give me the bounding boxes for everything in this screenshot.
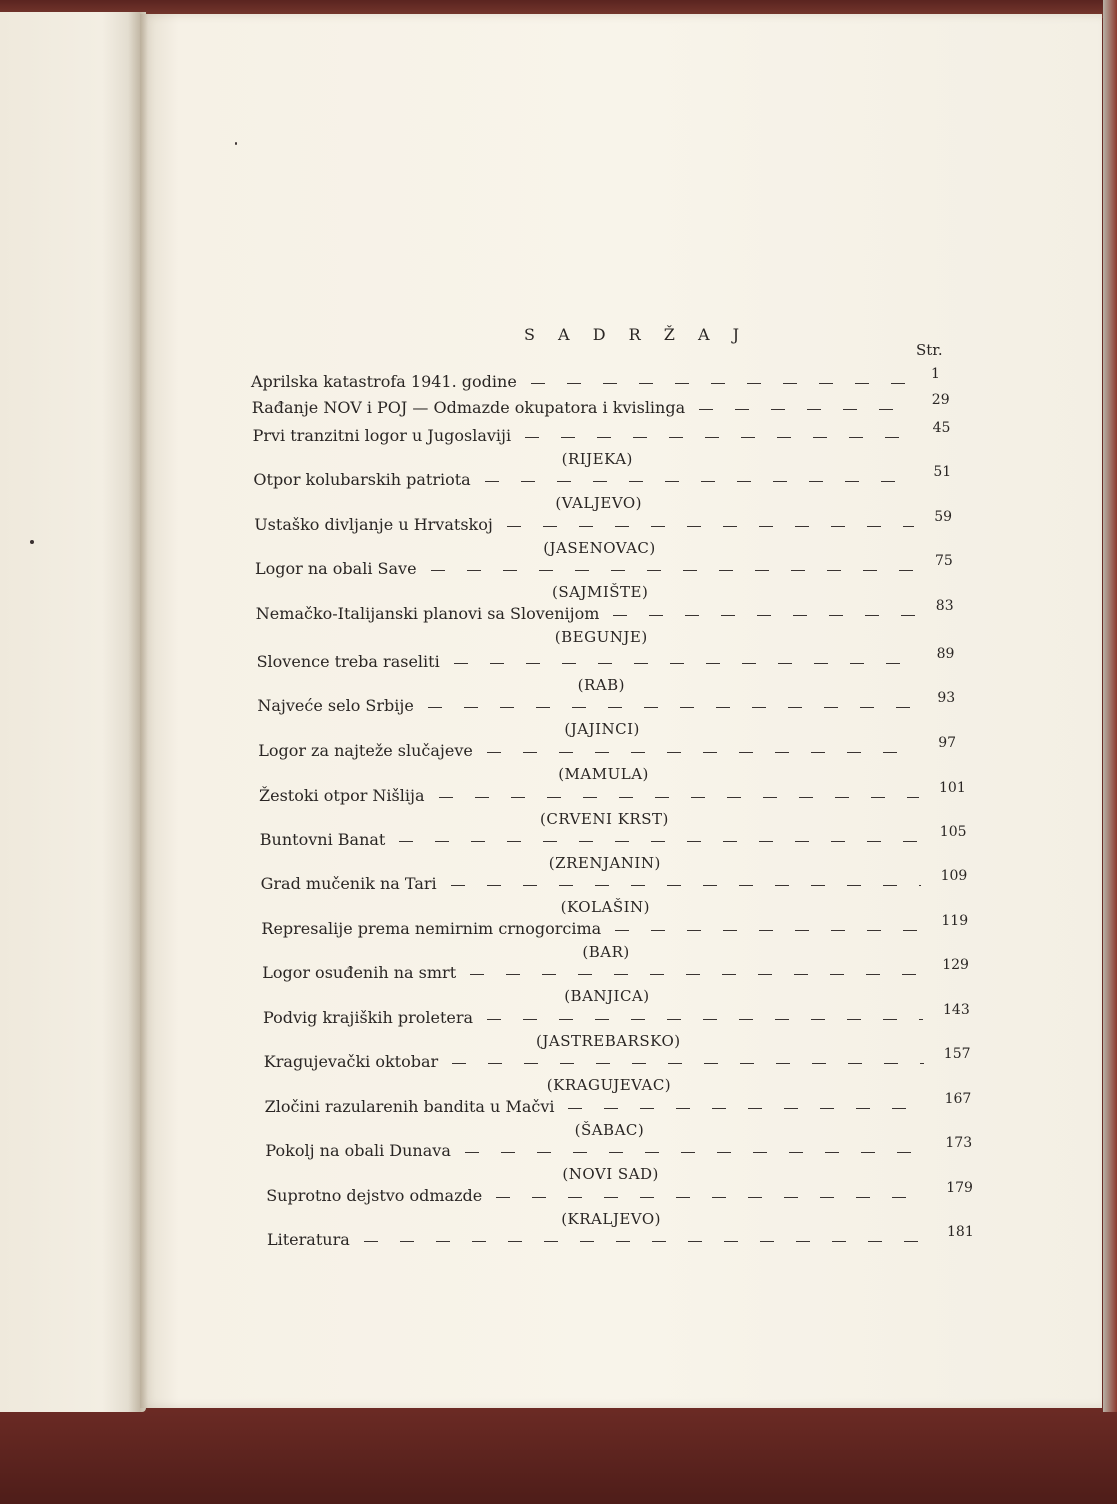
toc-entry-page: 179 xyxy=(946,1180,973,1196)
toc-entry-page: 129 xyxy=(942,957,969,973)
toc-leader-dashes xyxy=(496,1197,926,1198)
toc-entry xyxy=(266,1180,986,1228)
toc-entry xyxy=(255,598,976,646)
toc-entry xyxy=(256,646,977,694)
toc-entry-place: (BEGUNJE) xyxy=(554,628,648,646)
left-page xyxy=(0,12,146,1412)
toc-entry-place: (SAJMIŠTE) xyxy=(552,583,649,601)
toc-leader-dashes xyxy=(431,570,915,571)
toc-leader-dashes xyxy=(525,437,912,438)
toc-entry-title: Kragujevački oktobar xyxy=(263,1052,439,1071)
toc-entry xyxy=(259,824,980,872)
toc-entry-page: 101 xyxy=(939,780,966,796)
toc-entry-title: Prvi tranzitni logor u Jugoslaviji xyxy=(252,426,512,445)
toc-entry xyxy=(258,735,978,783)
page-column-label: Str. xyxy=(916,341,943,359)
toc-entry xyxy=(265,1135,985,1183)
toc-entry-page: 97 xyxy=(938,735,957,751)
toc-leader-dashes xyxy=(507,526,914,527)
toc-entry-page: 59 xyxy=(934,509,953,525)
toc-entry-place: (JASENOVAC) xyxy=(543,539,656,557)
toc-entry-title: Žestoki otpor Nišlija xyxy=(259,786,425,805)
toc-entry-title: Suprotno dejstvo odmazde xyxy=(266,1186,483,1205)
paper-speck xyxy=(235,142,237,145)
toc-entry xyxy=(260,868,981,916)
toc-entry-title: Rađanje NOV i POJ — Odmazde okupatora i kvislinga xyxy=(251,398,686,417)
toc-entry-title: Slovence treba raseliti xyxy=(256,652,440,671)
toc-entry-title: Nemačko-Italijanski planovi sa Slovenijom xyxy=(255,604,600,623)
toc-leader-dashes xyxy=(487,1019,923,1020)
toc-leader-dashes xyxy=(485,481,914,482)
toc-entry xyxy=(262,957,982,1005)
toc-entry xyxy=(255,553,975,601)
toc-leader-dashes xyxy=(470,974,922,975)
toc-leader-dashes xyxy=(439,797,920,798)
book-cover-bottom xyxy=(0,1412,1117,1504)
toc-leader-dashes xyxy=(531,383,911,384)
toc-entry-page: 167 xyxy=(944,1091,972,1107)
toc-entry-place: (ZRENJANIN) xyxy=(548,854,661,872)
toc-entry-title: Zločini razularenih bandita u Mačvi xyxy=(264,1097,555,1116)
toc-entry-place: (RIJEKA) xyxy=(561,450,633,468)
toc-entry-place: (KOLAŠIN) xyxy=(560,898,651,916)
toc-leader-dashes xyxy=(615,930,921,931)
toc-entry-place: (RAB) xyxy=(577,676,625,694)
toc-entry-title: Literatura xyxy=(267,1230,350,1249)
toc-entry-place: (MAMULA) xyxy=(558,765,649,783)
toc-leader-dashes xyxy=(399,841,919,842)
toc-entry-page: 75 xyxy=(935,553,953,569)
toc-entry-page: 89 xyxy=(936,646,955,662)
toc-entry-title: Logor osuđenih na smrt xyxy=(262,963,457,982)
toc-entry-place: (VALJEVO) xyxy=(555,494,643,512)
toc-leader-dashes xyxy=(428,707,918,708)
toc-entry xyxy=(253,464,973,512)
toc-entry-title: Otpor kolubarskih patriota xyxy=(253,470,471,489)
toc-entry-page: 181 xyxy=(947,1224,974,1240)
toc-entry-page: 157 xyxy=(943,1046,971,1062)
toc-entry-title: Pokolj na obali Dunava xyxy=(265,1141,451,1160)
toc-entry xyxy=(267,1224,987,1270)
book-gutter xyxy=(128,12,148,1412)
toc-entry-place: (CRVENI KRST) xyxy=(540,810,669,828)
toc-entry xyxy=(254,509,974,557)
toc-entry-title: Represalije prema nemirnim crnogorcima xyxy=(261,919,602,938)
toc-leader-dashes xyxy=(451,885,921,886)
toc-entry-place: (NOVI SAD) xyxy=(562,1165,659,1183)
paper-speck xyxy=(30,540,34,544)
toc-entry-title: Najveće selo Srbije xyxy=(257,696,414,715)
toc-entry-place: (JAJINCI) xyxy=(564,720,640,738)
toc-entry-page: 51 xyxy=(933,464,952,480)
toc-leader-dashes xyxy=(487,752,918,753)
toc-entry-title: Ustaško divljanje u Hrvatskoj xyxy=(254,515,493,534)
toc-entry-page: 105 xyxy=(939,824,967,840)
book-cover-right xyxy=(1103,0,1117,1504)
toc-entry-page: 45 xyxy=(932,420,951,436)
toc-entry-title: Podvig krajiških proletera xyxy=(263,1008,474,1027)
toc-entry-page: 93 xyxy=(937,690,956,706)
toc-leader-dashes xyxy=(613,615,915,616)
toc-title: S A D R Ž A J xyxy=(524,325,748,344)
toc-entry-page: 83 xyxy=(935,598,954,614)
toc-entry-place: (KRALJEVO) xyxy=(561,1210,662,1228)
toc-entry-place: (BAR) xyxy=(582,943,630,961)
toc-entry-page: 143 xyxy=(943,1002,970,1018)
toc-entry-page: 1 xyxy=(931,366,940,382)
toc-entry-place: (ŠABAC) xyxy=(574,1121,645,1139)
toc-leader-dashes xyxy=(568,1108,924,1109)
toc-entry-place: (KRAGUJEVAC) xyxy=(546,1076,672,1094)
toc-entry xyxy=(263,1002,983,1050)
toc-entry-title: Logor na obali Save xyxy=(255,559,417,578)
toc-leader-dashes xyxy=(699,409,912,410)
toc-entry-page: 173 xyxy=(945,1135,973,1151)
toc-entry-place: (JASTREBARSKO) xyxy=(536,1032,681,1050)
toc-entry xyxy=(261,913,981,961)
toc-entry-title: Aprilska katastrofa 1941. godine xyxy=(251,372,517,391)
toc-leader-dashes xyxy=(465,1152,926,1153)
toc-leader-dashes xyxy=(452,1063,924,1064)
toc-entry-title: Buntovni Banat xyxy=(259,830,386,849)
toc-entry xyxy=(257,690,977,738)
toc-leader-dashes xyxy=(364,1241,927,1242)
toc-entry xyxy=(259,780,979,828)
toc-leader-dashes xyxy=(454,663,917,664)
toc-entry xyxy=(252,420,973,468)
toc-entry-page: 119 xyxy=(941,913,969,929)
toc-entry xyxy=(264,1091,985,1139)
toc-entry-title: Grad mučenik na Tari xyxy=(260,874,437,893)
toc-entry-title: Logor za najteže slučajeve xyxy=(258,741,473,760)
toc-entry-page: 109 xyxy=(940,868,968,884)
toc-entry-place: (BANJICA) xyxy=(564,987,650,1005)
toc-entry-page: 29 xyxy=(931,392,950,408)
toc-entry xyxy=(263,1046,984,1094)
